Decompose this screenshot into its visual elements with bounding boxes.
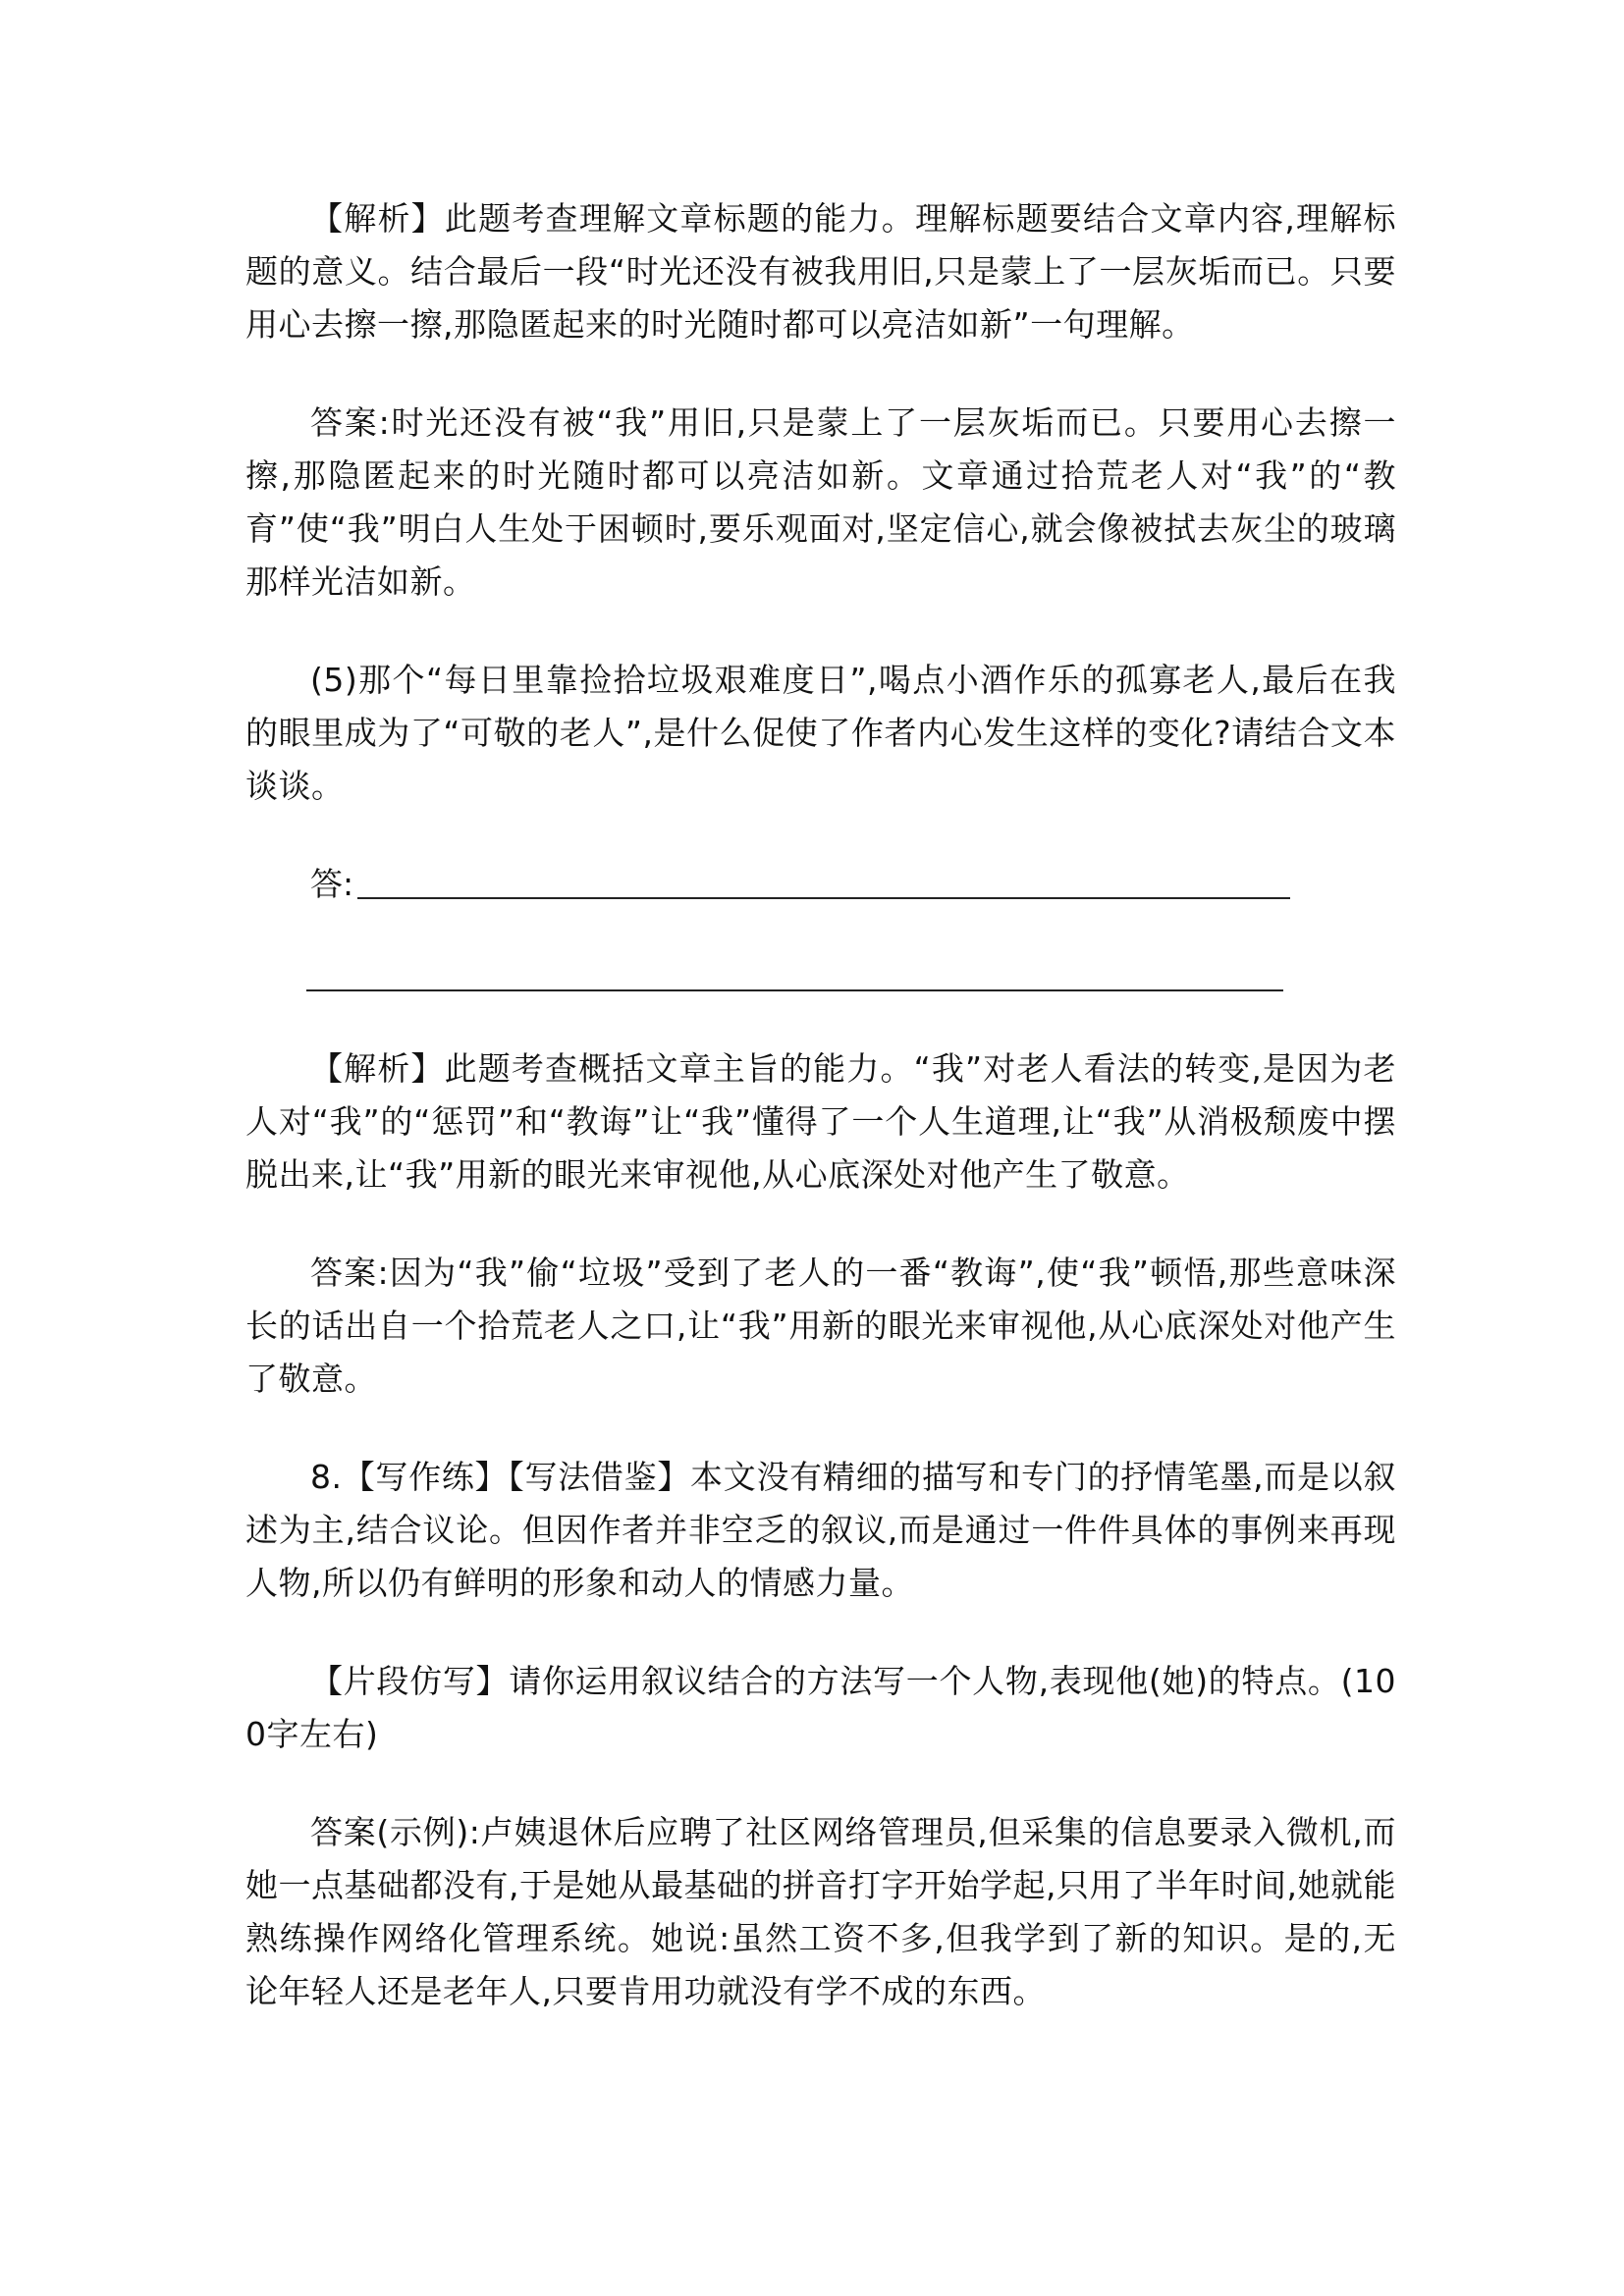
paragraph-question-5: (5)那个“每日里靠捡拾垃圾艰难度日”,喝点小酒作乐的孤寡老人,最后在我的眼里成为了“可敬的老人”,是什么促使了作者内心发生这样的变化?请结合文本谈谈。 (245, 661, 1396, 805)
answer-blank-row (245, 858, 1396, 911)
answer-blank-row-2 (245, 950, 1396, 1003)
answer-blank-line[interactable] (357, 897, 1290, 899)
paragraph-analysis-theme: 【解析】此题考查概括文章主旨的能力。“我”对老人看法的转变,是因为老人对“我”的“惩罚”和“教诲”让“我”懂得了一个人生道理,让“我”从消极颓废中摆脱出来,让“我”用新的眼光来审视他,从心底深处对他产生了敬意。 (245, 1049, 1396, 1194)
paragraph-answer-theme: 答案:因为“我”偷“垃圾”受到了老人的一番“教诲”,使“我”顿悟,那些意味深长的话出自一个拾荒老人之口,让“我”用新的眼光来审视他,从心底深处对他产生了敬意。 (245, 1254, 1396, 1398)
answer-label: 答: (310, 865, 354, 903)
answer-blank-line-2[interactable] (306, 989, 1283, 991)
paragraph-answer-title: 答案:时光还没有被“我”用旧,只是蒙上了一层灰垢而已。只要用心去擦一擦,那隐匿起来的时光随时都可以亮洁如新。文章通过拾荒老人对“我”的“教育”使“我”明白人生处于困顿时,要乐观面对,坚定信心,就会像被拭去灰尘的玻璃那样光洁如新。 (245, 403, 1396, 601)
paragraph-analysis-title: 【解析】此题考查理解文章标题的能力。理解标题要结合文章内容,理解标题的意义。结合最后一段“时光还没有被我用旧,只是蒙上了一层灰垢而已。只要用心去擦一擦,那隐匿起来的时光随时都可以亮洁如新”一句理解。 (245, 199, 1396, 344)
paragraph-sample-answer: 答案(示例):卢姨退休后应聘了社区网络管理员,但采集的信息要录入微机,而她一点基础都没有,于是她从最基础的拼音打字开始学起,只用了半年时间,她就能熟练操作网络化管理系统。她说:虽然工资不多,但我学到了新的知识。是的,无论年轻人还是老年人,只要肯用功就没有学不成的东西。 (245, 1813, 1396, 2010)
document-body (245, 192, 1396, 2063)
paragraph-writing-practice: 8.【写作练】【写法借鉴】本文没有精细的描写和专门的抒情笔墨,而是以叙述为主,结合议论。但因作者并非空乏的叙议,而是通过一件件具体的事例来再现人物,所以仍有鲜明的形象和动人的情感力量。 (245, 1458, 1396, 1602)
paragraph-imitation-task: 【片段仿写】请你运用叙议结合的方法写一个人物,表现他(她)的特点。(100字左右) (245, 1662, 1396, 1753)
